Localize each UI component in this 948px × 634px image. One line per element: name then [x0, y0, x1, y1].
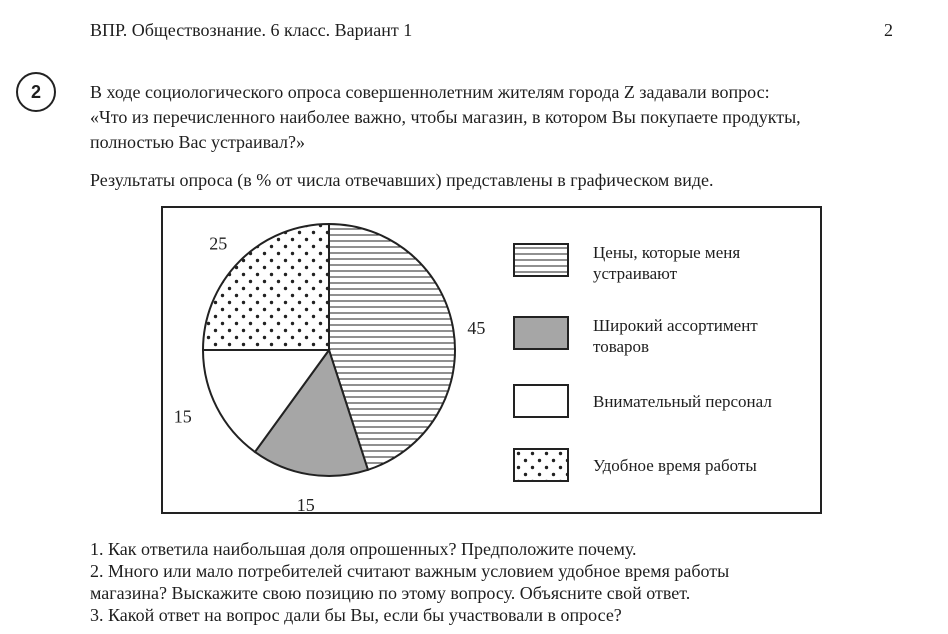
legend-label-assortment: Широкий ассортимент товаров — [593, 316, 758, 356]
legend-swatch-prices — [513, 243, 569, 277]
task-number-badge — [16, 72, 56, 112]
results-line: Результаты опроса (в % от числа отвечавших) представлены в графическом виде. — [90, 170, 714, 190]
header-title: ВПР. Обществознание. 6 класс. Вариант 1 — [90, 20, 413, 40]
intro-line-1: В ходе социологического опроса совершеннолетним жителям города Z задавали вопрос: — [90, 82, 770, 102]
question-1: 1. Как ответила наибольшая доля опрошенных? Предположите почему. — [90, 539, 637, 559]
pie-label-prices: 45 — [467, 317, 486, 338]
legend-label-staff: Внимательный персонал — [593, 392, 772, 411]
legend-label-hours: Удобное время работы — [593, 456, 757, 475]
question-2-line-2: магазина? Выскажите свою позицию по этому вопросу. Объясните свой ответ. — [90, 583, 691, 603]
legend-swatch-assortment — [513, 316, 569, 350]
legend-swatch-staff — [513, 384, 569, 418]
pie-label-assortment: 15 — [296, 494, 315, 512]
page-number: 2 — [884, 20, 893, 40]
legend-swatch-hours — [513, 448, 569, 482]
pie-chart — [163, 208, 493, 512]
intro-line-3: полностью Вас устраивал?» — [90, 132, 306, 152]
pie-label-hours: 25 — [209, 233, 228, 254]
question-2-line-1: 2. Много или мало потребителей считают важным условием удобное время работы — [90, 561, 730, 581]
legend-label-prices: Цены, которые меня устраивают — [593, 243, 741, 283]
question-3: 3. Какой ответ на вопрос дали бы Вы, если бы участвовали в опросе? — [90, 605, 622, 625]
chart-frame — [161, 206, 822, 514]
intro-line-2: «Что из перечисленного наиболее важно, чтобы магазин, в котором Вы покупаете продукты, — [90, 107, 801, 127]
pie-label-staff: 15 — [173, 406, 192, 427]
task-number: 2 — [30, 81, 41, 102]
